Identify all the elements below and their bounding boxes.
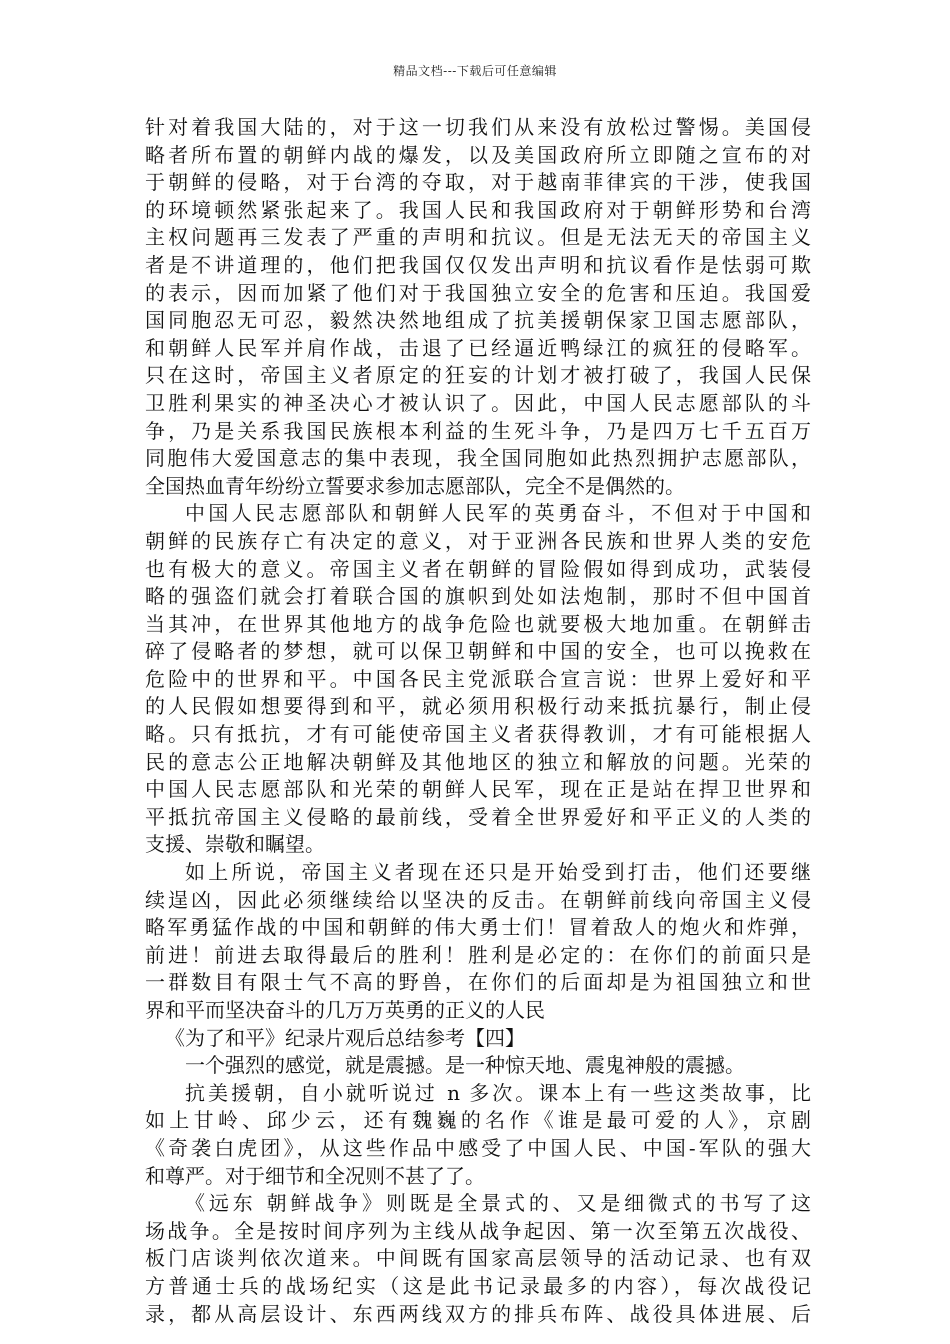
text-line: 的环境顿然紧张起来了。我国人民和我国政府对于朝鲜形势和台湾 <box>145 197 811 222</box>
page-header: 精品文档---下载后可任意编辑 <box>393 64 557 78</box>
text-line: 略。只有抵抗，才有可能使帝国主义者获得教训，才有可能根据人 <box>145 722 811 747</box>
text-line: 中国人民志愿部队和光荣的朝鲜人民军，现在正是站在捍卫世界和 <box>145 777 811 802</box>
text-line: 于朝鲜的侵略，对于台湾的夺取，对于越南菲律宾的干涉，使我国 <box>145 170 811 195</box>
text-line: 当其冲，在世界其他地方的战争危险也就要极大地加重。在朝鲜击 <box>145 611 811 636</box>
text-line: 前进！前进去取得最后的胜利！胜利是必定的：在你们的前面只是 <box>145 942 811 967</box>
text-line: 方普通士兵的战场纪实（这是此书记录最多的内容），每次战役记 <box>145 1273 811 1298</box>
text-line: 一个强烈的感觉，就是震撼。是一种惊天地、震鬼神般的震撼。 <box>185 1053 745 1078</box>
text-line: 如上甘岭、邱少云，还有魏巍的名作《谁是最可爱的人》，京剧 <box>145 1108 811 1133</box>
text-line: 者是不讲道理的，他们把我国仅仅发出声明和抗议看作是怯弱可欺 <box>145 252 811 277</box>
text-line: 如上所说，帝国主义者现在还只是开始受到打击，他们还要继 <box>185 860 811 885</box>
text-line: 民的意志公正地解决朝鲜及其他地区的独立和解放的问题。光荣的 <box>145 749 811 774</box>
text-line: 略者所布置的朝鲜内战的爆发，以及美国政府所立即随之宣布的对 <box>145 142 811 167</box>
text-line: 和尊严。对于细节和全况则不甚了了。 <box>145 1163 485 1188</box>
text-line: 卫胜利果实的神圣决心才被认识了。因此，中国人民志愿部队的斗 <box>145 390 811 415</box>
text-line: 中国人民志愿部队和朝鲜人民军的英勇奋斗，不但对于中国和 <box>185 501 811 526</box>
text-line: 争，乃是关系我国民族根本利益的生死斗争，乃是四万七千五百万 <box>145 418 811 443</box>
document-body <box>145 114 811 1328</box>
text-line: 场战争。全是按时间序列为主线从战争起因、第一次至第五次战役、 <box>145 1218 811 1243</box>
section-heading: 《为了和平》纪录片观后总结参考【四】 <box>165 1025 525 1050</box>
text-line: 主权问题再三发表了严重的声明和抗议。但是无法无天的帝国主义 <box>145 225 811 250</box>
text-line: 危险中的世界和平。中国各民主党派联合宣言说：世界上爱好和平 <box>145 666 811 691</box>
text-line: 同胞伟大爱国意志的集中表现，我全国同胞如此热烈拥护志愿部队， <box>145 446 811 471</box>
text-line: 《远东 朝鲜战争》则既是全景式的、又是细微式的书写了这 <box>185 1191 811 1216</box>
text-line: 录，都从高层设计、东西两线双方的排兵布阵、战役具体进展、后 <box>145 1301 811 1326</box>
text-line: 界和平而坚决奋斗的几万万英勇的正义的人民 <box>145 998 545 1022</box>
text-line: 的表示，因而加紧了他们对于我国独立安全的危害和压迫。我国爱 <box>145 280 811 305</box>
text-line: 一群数目有限士气不高的野兽，在你们的后面却是为祖国独立和世 <box>145 970 811 995</box>
text-line: 朝鲜的民族存亡有决定的意义，对于亚洲各民族和世界人类的安危 <box>145 528 811 553</box>
text-line: 抗美援朝，自小就听说过 n 多次。课本上有一些这类故事，比 <box>185 1080 811 1105</box>
text-line: 和朝鲜人民军并肩作战，击退了已经逼近鸭绿江的疯狂的侵略军。 <box>145 335 811 360</box>
text-line: 只在这时，帝国主义者原定的狂妄的计划才被打破了，我国人民保 <box>145 363 811 388</box>
text-line: 《奇袭白虎团》，从这些作品中感受了中国人民、中国-军队的强大 <box>145 1135 811 1160</box>
text-line: 也有极大的意义。帝国主义者在朝鲜的冒险假如得到成功，武装侵 <box>145 556 811 581</box>
text-line: 全国热血青年纷纷立誓要求参加志愿部队，完全不是偶然的。 <box>145 473 685 498</box>
text-line: 略的强盗们就会打着联合国的旗帜到处如法炮制，那时不但中国首 <box>145 584 811 609</box>
text-line: 平抵抗帝国主义侵略的最前线，受着全世界爱好和平正义的人类的 <box>145 804 811 829</box>
text-line: 略军勇猛作战的中国和朝鲜的伟大勇士们！冒着敌人的炮火和炸弹， <box>145 915 811 940</box>
text-line: 支援、崇敬和瞩望。 <box>145 832 325 857</box>
text-line: 碎了侵略者的梦想，就可以保卫朝鲜和中国的安全，也可以挽救在 <box>145 639 811 664</box>
text-line: 续逞凶，因此必须继续给以坚决的反击。在朝鲜前线向帝国主义侵 <box>145 887 811 912</box>
text-line: 板门店谈判依次道来。中间既有国家高层领导的活动记录、也有双 <box>145 1246 811 1271</box>
text-line: 的人民假如想要得到和平，就必须用积极行动来抵抗暴行，制止侵 <box>145 694 811 719</box>
text-line: 国同胞忍无可忍，毅然决然地组成了抗美援朝保家卫国志愿部队， <box>145 308 811 333</box>
text-line: 针对着我国大陆的，对于这一切我们从来没有放松过警惕。美国侵 <box>145 115 811 139</box>
